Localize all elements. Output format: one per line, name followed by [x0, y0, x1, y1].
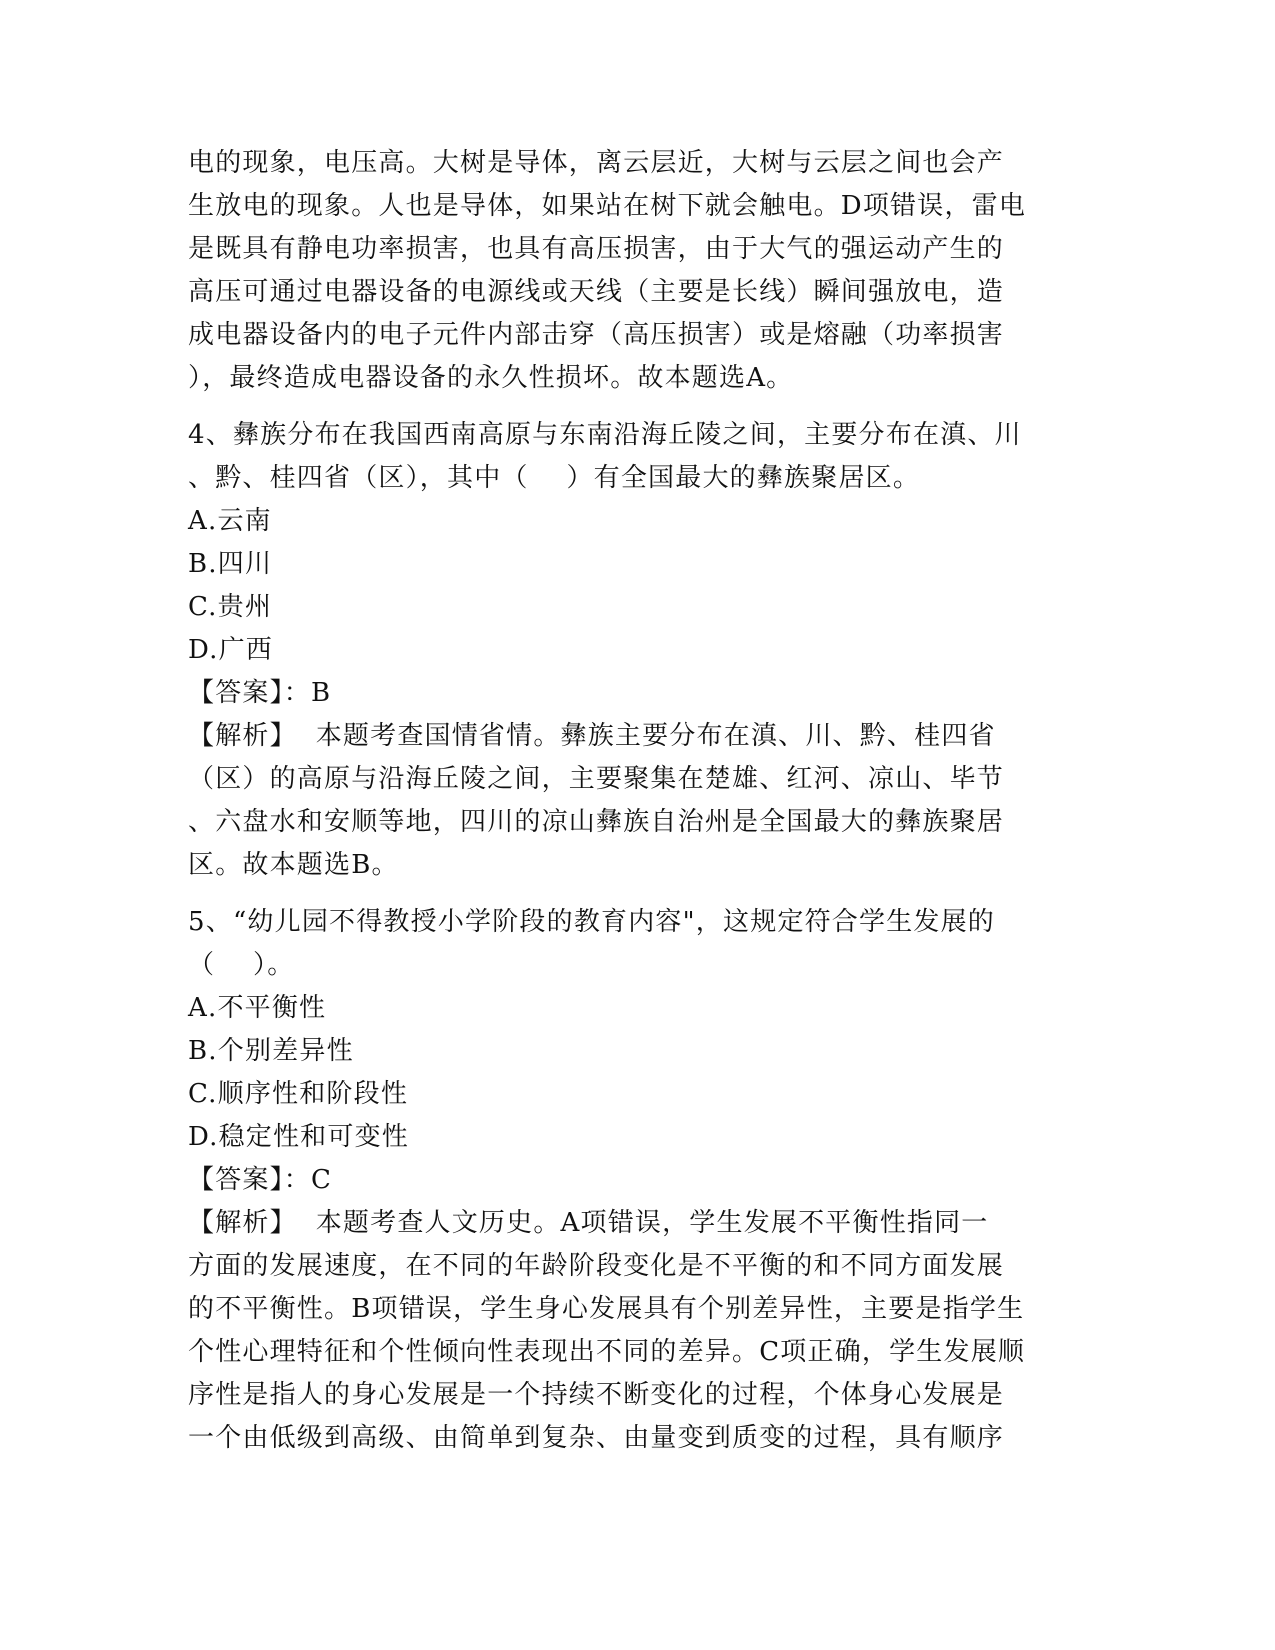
- explanation-line: 【解析】 本题考查人文历史。A项错误，学生发展不平衡性指同一: [188, 1208, 989, 1238]
- option-a: A.不平衡性: [188, 993, 327, 1023]
- text-line: ），最终造成电器设备的永久性损坏。故本题选A。: [188, 363, 794, 393]
- explanation-line: 【解析】 本题考查国情省情。彝族主要分布在滇、川、黔、桂四省: [188, 721, 996, 751]
- text-line: 生放电的现象。人也是导体，如果站在树下就会触电。D项错误，雷电: [188, 191, 1027, 221]
- question-5: [188, 901, 1088, 1460]
- option-b: B.四川: [188, 549, 273, 579]
- option-d: D.稳定性和可变性: [188, 1122, 409, 1152]
- text-line: 电的现象，电压高。大树是导体，离云层近，大树与云层之间也会产: [188, 148, 1005, 178]
- option-c: C.贵州: [188, 592, 273, 622]
- explanation-line: 个性心理特征和个性倾向性表现出不同的差异。C项正确，学生发展顺: [188, 1337, 1026, 1367]
- explanation-line: 的不平衡性。B项错误，学生身心发展具有个别差异性，主要是指学生: [188, 1294, 1025, 1324]
- answer-line: 【答案】：C: [188, 1165, 333, 1195]
- spacer: [188, 887, 1088, 901]
- explanation-line: 一个由低级到高级、由简单到复杂、由量变到质变的过程，具有顺序: [188, 1423, 1005, 1453]
- option-b: B.个别差异性: [188, 1036, 354, 1066]
- question-4: [188, 414, 1088, 887]
- spacer: [188, 400, 1088, 414]
- explanation-line: 方面的发展速度，在不同的年龄阶段变化是不平衡的和不同方面发展: [188, 1251, 1005, 1281]
- text-line: 成电器设备内的电子元件内部击穿（高压损害）或是熔融（功率损害: [188, 320, 1005, 350]
- document-content: [188, 142, 1088, 1460]
- text-line: 高压可通过电器设备的电源线或天线（主要是长线）瞬间强放电，造: [188, 277, 1005, 307]
- question-stem-line: 5、“幼儿园不得教授小学阶段的教育内容"，这规定符合学生发展的: [188, 907, 995, 937]
- question-stem-line: 4、彝族分布在我国西南高原与东南沿海丘陵之间，主要分布在滇、川: [188, 420, 1022, 450]
- explanation-line: 序性是指人的身心发展是一个持续不断变化的过程，个体身心发展是: [188, 1380, 1005, 1410]
- explanation-line: 、六盘水和安顺等地，四川的凉山彝族自治州是全国最大的彝族聚居: [188, 807, 1005, 837]
- answer-line: 【答案】：B: [188, 678, 332, 708]
- question-stem-line: （ ）。: [188, 950, 295, 980]
- option-c: C.顺序性和阶段性: [188, 1079, 409, 1109]
- explanation-line: （区）的高原与沿海丘陵之间，主要聚集在楚雄、红河、凉山、毕节: [188, 764, 1005, 794]
- text-line: 是既具有静电功率损害，也具有高压损害，由于大气的强运动产生的: [188, 234, 1005, 264]
- question-stem-line: 、黔、桂四省（区），其中（ ）有全国最大的彝族聚居区。: [188, 463, 921, 493]
- option-d: D.广西: [188, 635, 273, 665]
- option-a: A.云南: [188, 506, 272, 536]
- previous-explanation-continued: [188, 142, 1088, 400]
- explanation-line: 区。故本题选B。: [188, 850, 399, 880]
